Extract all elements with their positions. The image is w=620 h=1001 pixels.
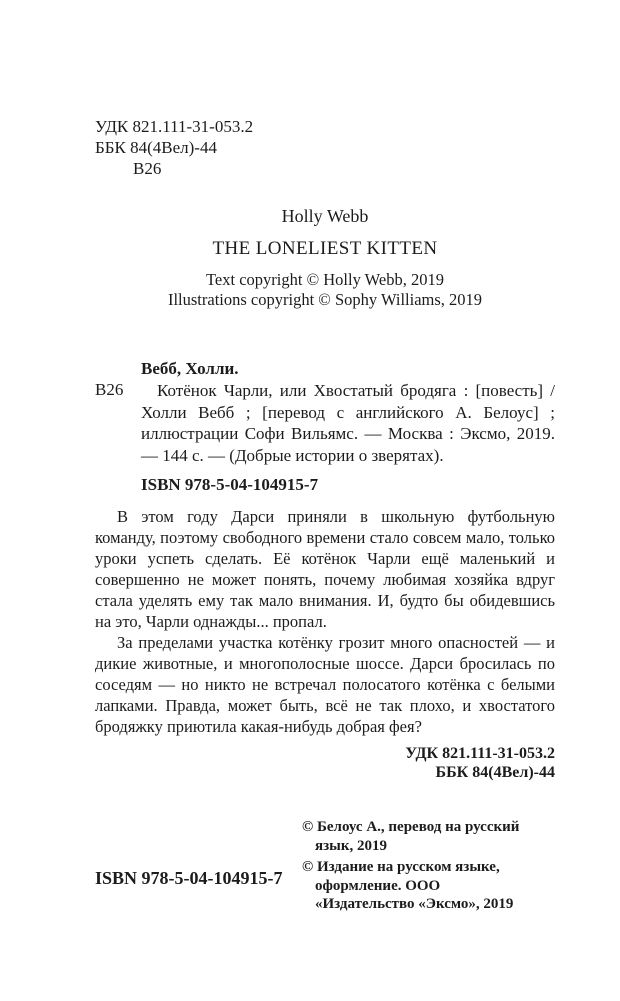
bbk-code-bottom: ББК 84(4Вел)-44 <box>435 764 555 781</box>
isbn-catalog: ISBN 978-5-04-104915-7 <box>141 475 319 494</box>
isbn-bottom: ISBN 978-5-04-104915-7 <box>95 868 283 888</box>
catalog-description-wrap <box>95 380 555 466</box>
copyright-list <box>302 818 524 914</box>
udk-code-bottom: УДК 821.111-31-053.2 <box>405 745 555 762</box>
author-name-russian: Вебб, Холли. <box>141 359 239 378</box>
bbk-code-top: ББК 84(4Вел)-44 <box>95 138 217 157</box>
book-code-margin: В26 <box>95 380 124 399</box>
text-copyright-line: Text copyright © Holly Webb, 2019 <box>206 270 444 289</box>
copyright-edition: © Издание на русском языке, оформление. ООО «Издательство «Эксмо», 2019 <box>302 859 514 912</box>
annotation-paragraph-2: За пределами участка котёнку грозит много опасностей — и дикие животные, и многополосные шоссе. Дарси бросилась по соседям — но никто не встречал полосатого котёнка с белыми лапками. Правда, может быть, всё не так плохо, и хвостатого бродяжку приютила какая-нибудь добрая фея? <box>95 633 555 736</box>
imprint-block <box>95 818 555 918</box>
annotation-block <box>95 506 555 737</box>
catalog-description: Котёнок Чарли, или Хвостатый бродяга : [повесть] / Холли Вебб ; [перевод с английского А. Белоус] ; иллюстрации Софи Вильямс. — Москва : Эксмо, 2019. — 144 с. — (Добрые истории о зверятах). <box>141 381 555 465</box>
catalog-card-block <box>95 359 555 495</box>
copyright-translation: © Белоус А., перевод на русский язык, 2019 <box>302 819 520 854</box>
top-codes-block <box>95 116 555 179</box>
udk-code-top: УДК 821.111-31-053.2 <box>95 117 254 136</box>
book-code-top: В26 <box>133 159 162 178</box>
title-block <box>95 206 555 310</box>
bottom-codes-block <box>95 744 555 782</box>
illustrations-copyright-line: Illustrations copyright © Sophy Williams, 2019 <box>167 290 483 309</box>
annotation-paragraph-1: В этом году Дарси приняли в школьную футбольную команду, поэтому свободного времени стало совсем мало, только уроки успеть сделать. Её котёнок Чарли ещё маленький и совершенно не может понять, почему любимая хозяйка вдруг стала уделять ему так мало внимания. И, будто бы обидевшись на это, Чарли однажды... пропал. <box>95 507 555 631</box>
author-name-english: Holly Webb <box>281 206 369 226</box>
book-title-english: THE LONELIEST KITTEN <box>212 238 438 259</box>
